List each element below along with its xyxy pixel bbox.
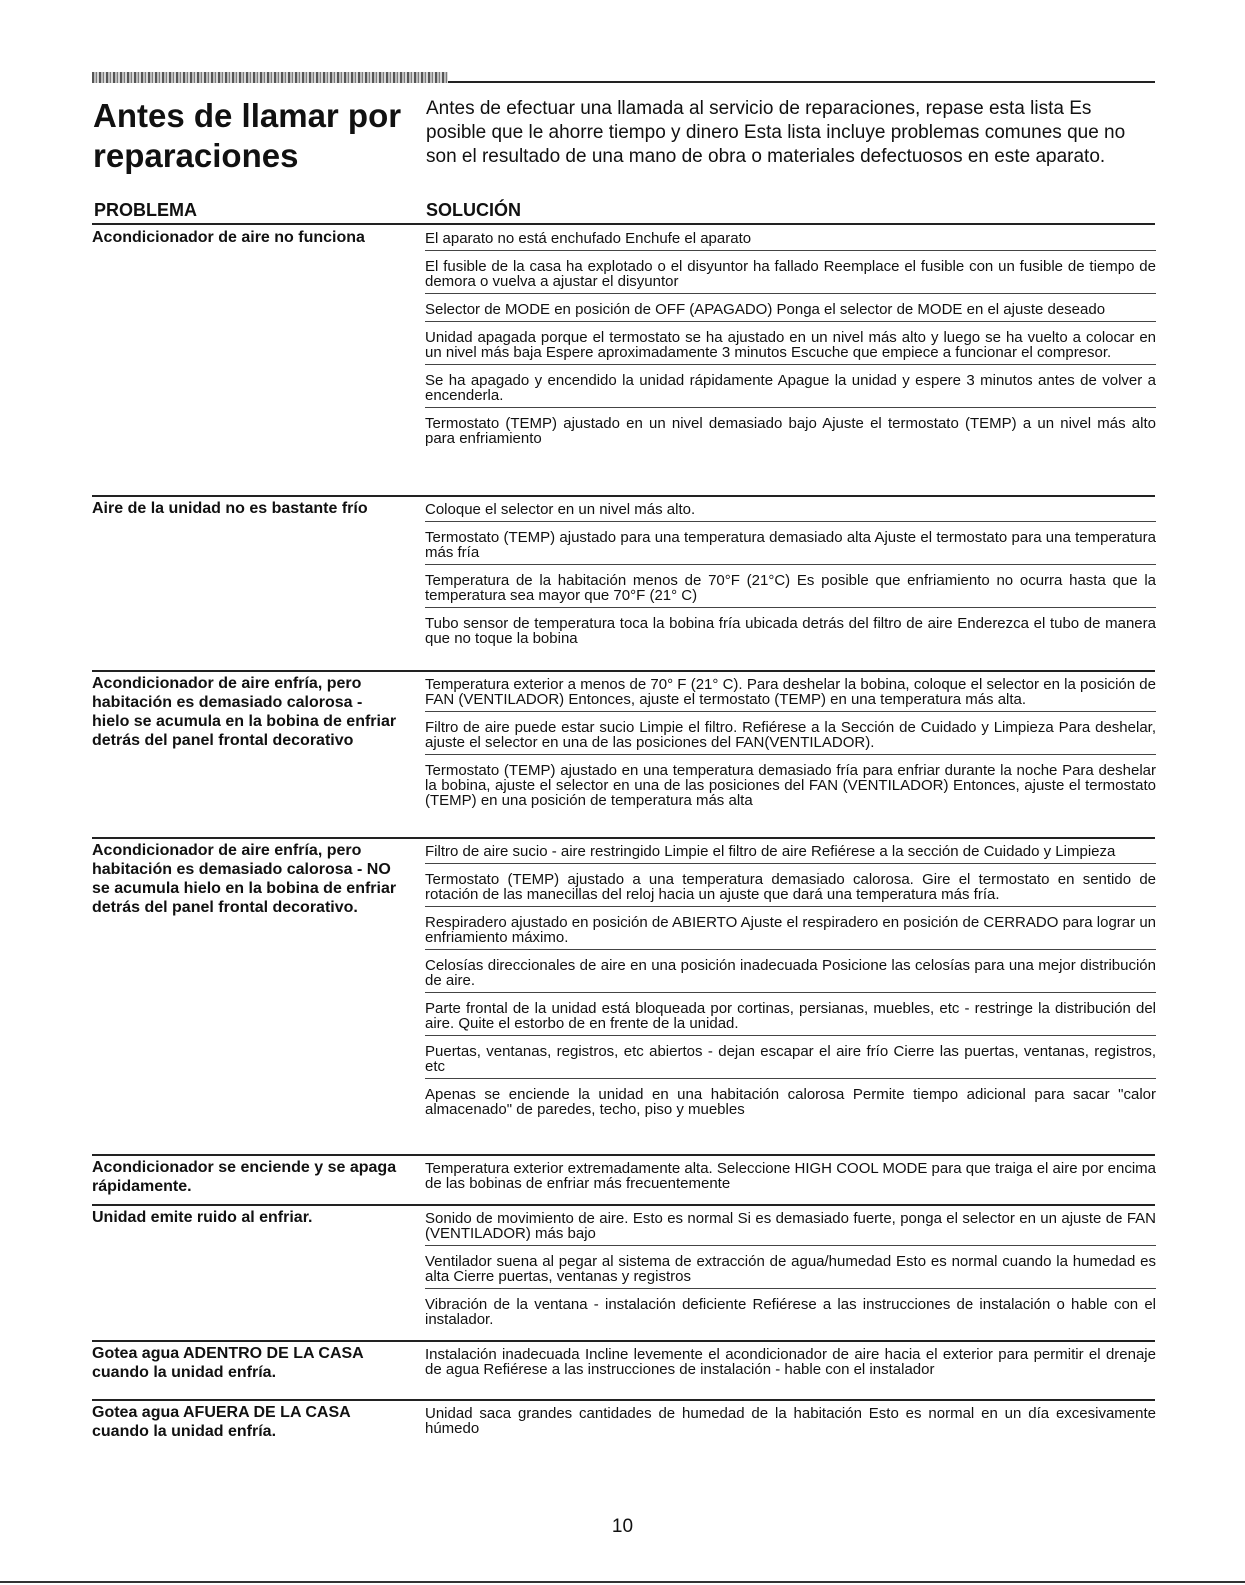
solution-item: Apenas se enciende la unidad en una habitación calorosa Permite tiempo adicional para sacar "calor almacenado" de paredes, techo, piso y muebles bbox=[425, 1086, 1156, 1118]
solution-list bbox=[425, 1344, 1156, 1386]
section-divider bbox=[92, 1204, 1155, 1206]
solution-item: Filtro de aire puede estar sucio Limpie el filtro. Refiérese a la Sección de Cuidado y Limpieza Para deshelar, ajuste el selector en una de las posiciones del FAN(VENTILADOR). bbox=[425, 717, 1156, 755]
problem-label: Acondicionador de aire no funciona bbox=[92, 229, 365, 246]
problem-label: Acondicionador de aire enfría, pero habitación es demasiado calorosa - hielo se acumula en la bobina de enfriar detrás del panel frontal decorativo bbox=[92, 675, 397, 749]
page-title: Antes de llamar por reparaciones bbox=[93, 97, 402, 174]
section-divider bbox=[92, 1340, 1155, 1342]
section-divider bbox=[92, 495, 1155, 497]
solution-item: El aparato no está enchufado Enchufe el aparato bbox=[425, 228, 1156, 251]
solution-item: Termostato (TEMP) ajustado a una temperatura demasiado calorosa. Gire el termostato en sentido de rotación de las manecillas del reloj hacia un ajuste que dará una temperatura más fría. bbox=[425, 869, 1156, 907]
section-divider bbox=[92, 1399, 1155, 1401]
solution-item: Unidad apagada porque el termostato se ha ajustado en un nivel más alto y luego se ha vuelto a colocar en un nivel más baja Espere aproximadamente 3 minutos Escuche que empiece a funcionar el compresor. bbox=[425, 327, 1156, 365]
solution-list bbox=[425, 1208, 1156, 1336]
column-header-rule bbox=[92, 223, 1155, 225]
solution-item: Tubo sensor de temperatura toca la bobina fría ubicada detrás del filtro de aire Enderezca el tubo de manera que no toque la bobina bbox=[425, 615, 1156, 647]
solution-column-header: SOLUCIÓN bbox=[426, 200, 522, 220]
solution-item: Celosías direccionales de aire en una posición inadecuada Posicione las celosías para una mejor distribución de aire. bbox=[425, 955, 1156, 993]
solution-item: Termostato (TEMP) ajustado en un nivel demasiado bajo Ajuste el termostato (TEMP) a un nivel más alto para enfriamiento bbox=[425, 415, 1156, 447]
solution-item: Termostato (TEMP) ajustado para una temperatura demasiado alta Ajuste el termostato para una temperatura más fría bbox=[425, 527, 1156, 565]
solution-item: Temperatura exterior extremadamente alta. Seleccione HIGH COOL MODE para que traiga el aire por encima de las bobinas de enfriar más frecuentemente bbox=[425, 1160, 1156, 1192]
problem-label: Gotea agua AFUERA DE LA CASA cuando la unidad enfría. bbox=[92, 1404, 351, 1440]
problem-label: Gotea agua ADENTRO DE LA CASA cuando la unidad enfría. bbox=[92, 1345, 364, 1381]
problem-column-header: PROBLEMA bbox=[94, 200, 197, 220]
solution-item: Termostato (TEMP) ajustado en una temperatura demasiado fría para enfriar durante la noche Para deshelar la bobina, ajuste el selector en una de las posiciones del FAN (VENTILADOR) Entonces, ajuste el termostato (TEMP) en una posición de temperatura más alta bbox=[425, 762, 1156, 809]
intro-paragraph: Antes de efectuar una llamada al servicio de reparaciones, repase esta lista Es posible que le ahorre tiempo y dinero Esta lista incluye problemas comunes que no son el resultado de una mano de obra o materiales defectuosos en este aparato. bbox=[426, 98, 1126, 167]
shaded-bar bbox=[92, 72, 448, 83]
solution-item: Sonido de movimiento de aire. Esto es normal Si es demasiado fuerte, ponga el selector en un ajuste de FAN (VENTILADOR) más bajo bbox=[425, 1208, 1156, 1246]
solution-item: Temperatura de la habitación menos de 70°F (21°C) Es posible que enfriamiento no ocurra hasta que la temperatura sea mayor que 70°F (21° C) bbox=[425, 570, 1156, 608]
solution-item: Ventilador suena al pegar al sistema de extracción de agua/humedad Esto es normal cuando la humedad es alta Cierre puertas, ventanas y registros bbox=[425, 1251, 1156, 1289]
header-decoration bbox=[92, 72, 1155, 84]
problem-label: Acondicionador de aire enfría, pero habitación es demasiado calorosa - NO se acumula hielo en la bobina de enfriar detrás del panel frontal decorativo. bbox=[92, 842, 397, 916]
problem-label: Acondicionador se enciende y se apaga rápidamente. bbox=[92, 1159, 397, 1195]
solution-list bbox=[425, 841, 1156, 1126]
section-divider bbox=[92, 1154, 1155, 1156]
problem-label: Unidad emite ruido al enfriar. bbox=[92, 1209, 313, 1226]
section-divider bbox=[92, 670, 1155, 672]
solution-item: Se ha apagado y encendido la unidad rápidamente Apague la unidad y espere 3 minutos antes de volver a encenderla. bbox=[425, 370, 1156, 408]
solution-item: Coloque el selector en un nivel más alto. bbox=[425, 499, 1156, 522]
solution-list bbox=[425, 499, 1156, 655]
solution-item: Unidad saca grandes cantidades de humedad de la habitación Esto es normal en un día excesivamente húmedo bbox=[425, 1405, 1156, 1437]
problem-label: Aire de la unidad no es bastante frío bbox=[92, 500, 368, 517]
solution-item: Respiradero ajustado en posición de ABIERTO Ajuste el respiradero en posición de CERRADO para lograr un enfriamiento máximo. bbox=[425, 912, 1156, 950]
solution-item: Instalación inadecuada Incline levemente el acondicionador de aire hacia el exterior para permitir el drenaje de agua Refiérese a las instrucciones de instalación - hable con el instalador bbox=[425, 1346, 1156, 1378]
solution-item: Temperatura exterior a menos de 70° F (21° C). Para deshelar la bobina, coloque el selector en la posición de FAN (VENTILADOR) Entonces, ajuste el termostato (TEMP) en una temperatura más alta. bbox=[425, 674, 1156, 712]
solution-list bbox=[425, 228, 1156, 455]
solution-item: El fusible de la casa ha explotado o el disyuntor ha fallado Reemplace el fusible con un fusible de tiempo de demora o vuelva a ajustar el disyuntor bbox=[425, 256, 1156, 294]
page-number: 10 bbox=[611, 1516, 634, 1537]
header-rule bbox=[448, 81, 1155, 83]
solution-list bbox=[425, 1158, 1156, 1200]
solution-item: Puertas, ventanas, registros, etc abiertos - dejan escapar el aire frío Cierre las puertas, ventanas, registros, etc bbox=[425, 1041, 1156, 1079]
bottom-rule bbox=[0, 1581, 1245, 1583]
solution-list bbox=[425, 674, 1156, 817]
solution-item: Parte frontal de la unidad está bloqueada por cortinas, persianas, muebles, etc - restringe la distribución del aire. Quite el estorbo de en frente de la unidad. bbox=[425, 998, 1156, 1036]
solution-item: Vibración de la ventana - instalación deficiente Refiérese a las instrucciones de instalación o hable con el instalador. bbox=[425, 1296, 1156, 1328]
solution-item: Filtro de aire sucio - aire restringido Limpie el filtro de aire Refiérese a la sección de Cuidado y Limpieza bbox=[425, 841, 1156, 864]
section-divider bbox=[92, 837, 1155, 839]
solution-list bbox=[425, 1403, 1156, 1445]
solution-item: Selector de MODE en posición de OFF (APAGADO) Ponga el selector de MODE en el ajuste deseado bbox=[425, 299, 1156, 322]
